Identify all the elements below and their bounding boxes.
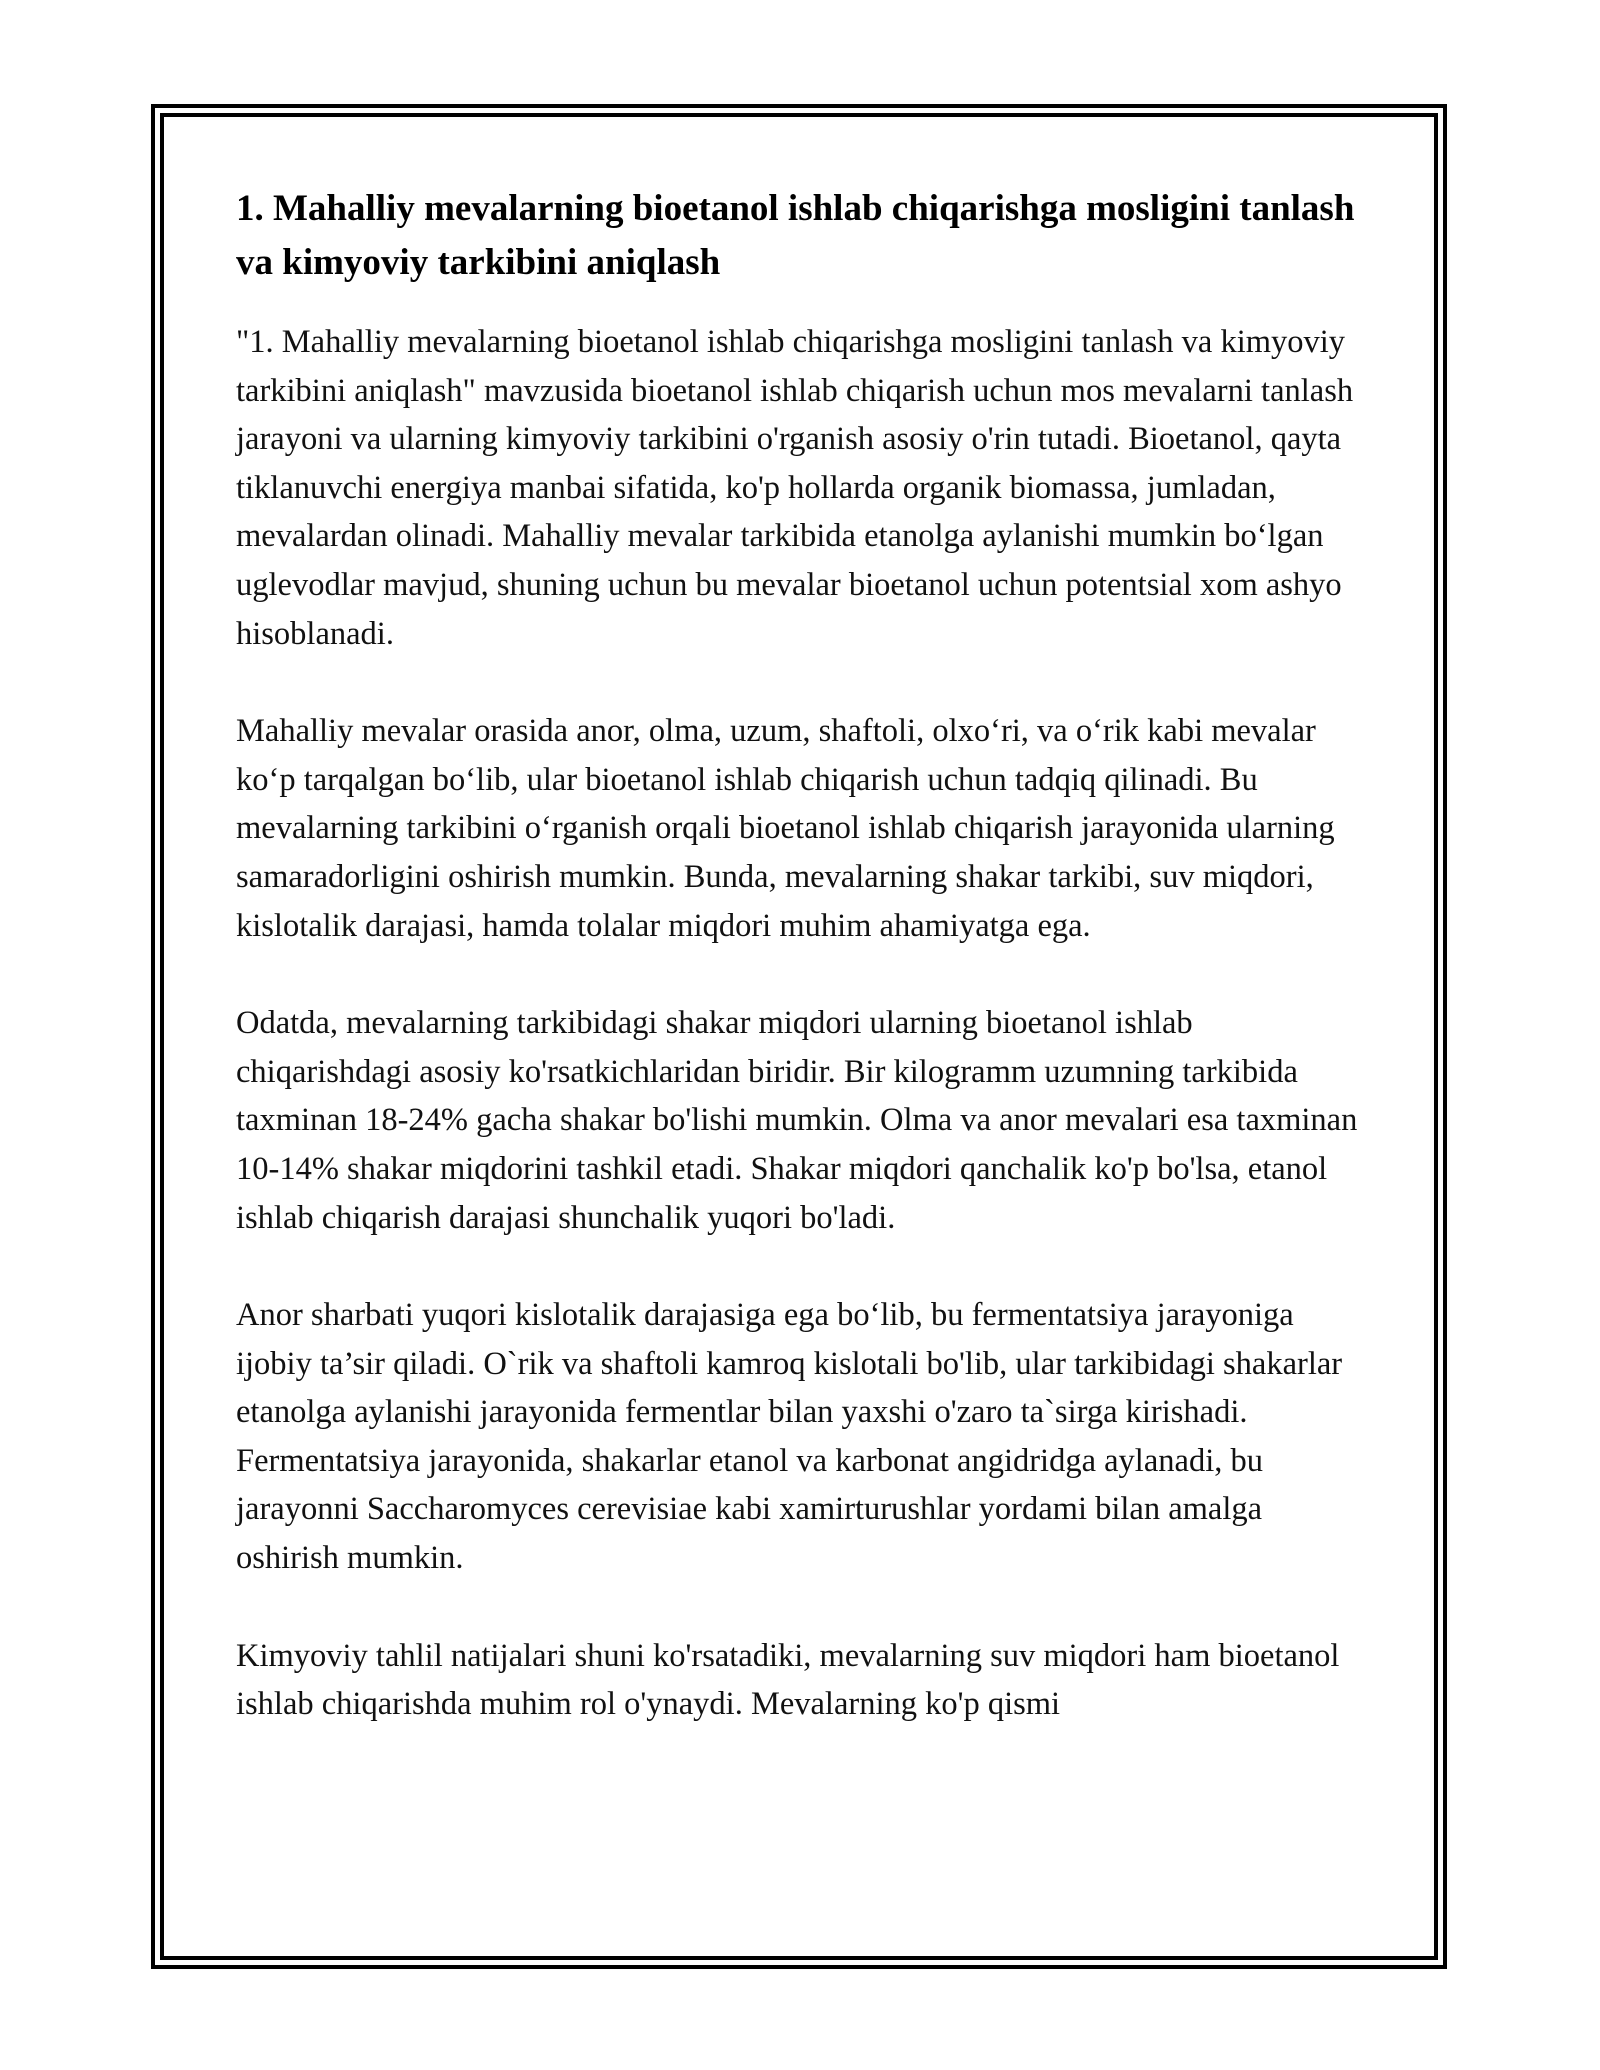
document-body: [236, 182, 1372, 1778]
section-heading: 1. Mahalliy mevalarning bioetanol ishlab chiqarishga mosligini tanlash va kimyoviy tarkibini aniqlash: [236, 188, 1355, 283]
paragraph-4: Anor sharbati yuqori kislotalik darajasiga ega bo‘lib, bu fermentatsiya jarayoniga ijobiy ta’sir qiladi. O`rik va shaftoli kamroq kislotali bo'lib, ular tarkibidagi shakarlar etanolga aylanishi jarayonida fermentlar bilan yaxshi o'zaro ta`sirga kirishadi. Fermentatsiya jarayonida, shakarlar etanol va karbonat angidridga aylanadi, bu jarayonni Saccharomyces cerevisiae kabi xamirturushlar yordami bilan amalga oshirish mumkin.: [236, 1297, 1343, 1577]
paragraph-3: Odatda, mevalarning tarkibidagi shakar miqdori ularning bioetanol ishlab chiqarishdagi asosiy ko'rsatkichlaridan biridir. Bir kilogramm uzumning tarkibida taxminan 18-24% gacha shakar bo'lishi mumkin. Olma va anor mevalari esa taxminan 10-14% shakar miqdorini tashkil etadi. Shakar miqdori qanchalik ko'p bo'lsa, etanol ishlab chiqarish darajasi shunchalik yuqori bo'ladi.: [236, 1005, 1358, 1236]
paragraph-2: Mahalliy mevalar orasida anor, olma, uzum, shaftoli, olxo‘ri, va o‘rik kabi mevalar ko‘p tarqalgan bo‘lib, ular bioetanol ishlab chiqarish uchun tadqiq qilinadi. Bu mevalarning tarkibini o‘rganish orqali bioetanol ishlab chiqarish jarayonida ularning samaradorligini oshirish mumkin. Bunda, mevalarning shakar tarkibi, suv miqdori, kislotalik darajasi, hamda tolalar miqdori muhim ahamiyatga ega.: [236, 713, 1335, 944]
paragraph-1: "1. Mahalliy mevalarning bioetanol ishlab chiqarishga mosligini tanlash va kimyoviy tarkibini aniqlash" mavzusida bioetanol ishlab chiqarish uchun mos mevalarni tanlash jarayoni va ularning kimyoviy tarkibini o'rganish asosiy o'rin tutadi. Bioetanol, qayta tiklanuvchi energiya manbai sifatida, ko'p hollarda organik biomassa, jumladan, mevalardan olinadi. Mahalliy mevalar tarkibida etanolga aylanishi mumkin bo‘lgan uglevodlar mavjud, shuning uchun bu mevalar bioetanol uchun potentsial xom ashyo hisoblanadi.: [236, 324, 1354, 652]
paragraph-5: Kimyoviy tahlil natijalari shuni ko'rsatadiki, mevalarning suv miqdori ham bioetanol ishlab chiqarishda muhim rol o'ynaydi. Mevalarning ko'p qismi: [236, 1637, 1340, 1723]
